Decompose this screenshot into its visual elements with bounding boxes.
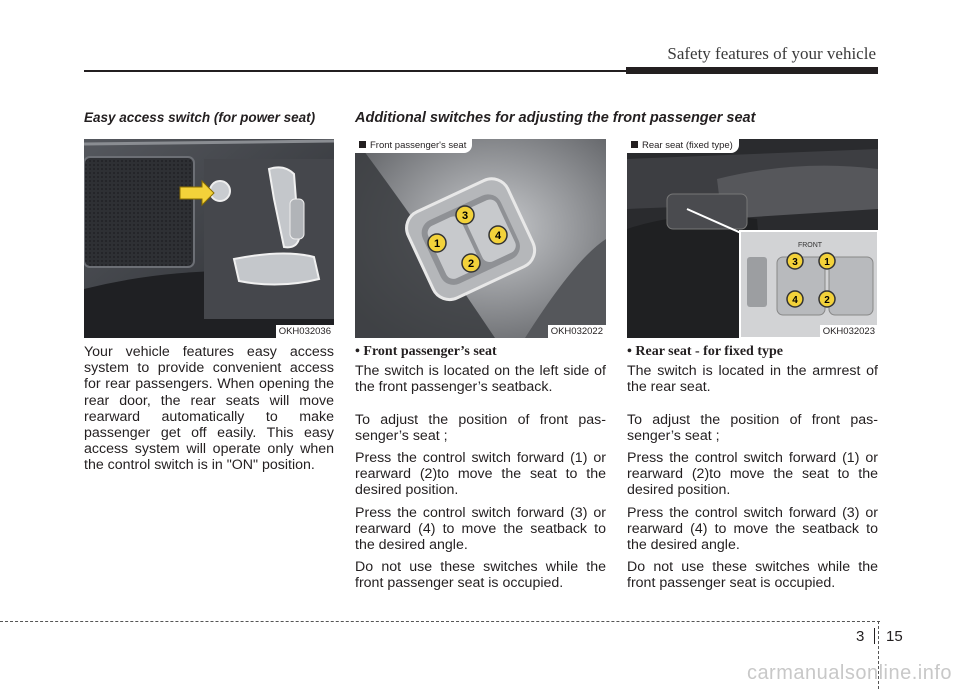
callout-2: 2 (467, 258, 475, 270)
photo-code-right: OKH032023 (820, 325, 878, 338)
rear-callout-2: 2 (824, 295, 830, 306)
page-number: 15 (886, 628, 903, 645)
photo-rear-seat (627, 139, 878, 338)
photo-code-middle: OKH032022 (548, 325, 606, 338)
photo-tag-text: Rear seat (fixed type) (642, 140, 733, 151)
middle-p2: To adjust the position of front pas-senger’s seat ; (355, 411, 606, 444)
middle-p1: The switch is located on the left side of the front passenger’s seatback. (355, 363, 606, 396)
header-rule (84, 70, 626, 72)
callout-3: 3 (461, 210, 469, 222)
middle-column (355, 344, 606, 598)
photo-door-panel (84, 139, 334, 338)
middle-p3: Press the control switch forward (1) or rearward (2)to move the seat to the desired position. (355, 450, 606, 499)
inset-front-label: FRONT (797, 242, 823, 249)
photo-tag-text: Front passenger's seat (370, 140, 467, 151)
middle-p4: Press the control switch forward (3) or rearward (4) to move the seatback to the desired angle. (355, 504, 606, 554)
callout-4: 4 (494, 230, 502, 242)
door-panel-illustration (84, 139, 334, 338)
middle-subheading: • Front passenger’s seat (355, 344, 497, 359)
right-heading: Additional switches for adjusting the front passenger seat (355, 110, 756, 126)
rear-p2: To adjust the position of front pas-senger’s seat ; (627, 411, 878, 444)
chapter-number: 3 (856, 628, 865, 645)
left-body: Your vehicle features easy access system to provide convenient access for rear passengers. When opening the rear door, the rear seats will move rearward automatically to make passenger get off easily. This easy access system will operate only when the control switch is in "ON" position. (84, 344, 334, 474)
photo-front-passenger-seat (355, 139, 606, 338)
rear-callout-1: 1 (824, 257, 830, 268)
rear-p1: The switch is located in the armrest of the rear seat. (627, 363, 878, 396)
seatback-switch-illustration (355, 139, 606, 338)
right-column (627, 344, 878, 598)
middle-p5: Do not use these switches while the front passenger seat is occupied. (355, 559, 606, 592)
callout-1: 1 (433, 238, 441, 250)
rear-callout-3: 3 (792, 257, 798, 268)
left-column (84, 344, 334, 480)
rear-subheading: • Rear seat - for fixed type (627, 344, 784, 359)
square-bullet-icon (631, 141, 638, 148)
left-heading: Easy access switch (for power seat) (84, 110, 316, 125)
section-title: Safety features of your vehicle (667, 44, 876, 63)
armrest-switch-illustration (627, 139, 878, 338)
watermark: carmanualsonline.info (746, 662, 952, 684)
rear-callout-4: 4 (792, 295, 798, 306)
photo-tag-rear-seat (627, 139, 739, 153)
square-bullet-icon (359, 141, 366, 148)
page-number-separator (874, 628, 875, 644)
photo-tag-front-passenger (355, 139, 472, 153)
rear-p5: Do not use these switches while the front passenger seat is occupied. (627, 559, 878, 592)
rear-p3: Press the control switch forward (1) or rearward (2)to move the seat to the desired position. (627, 450, 878, 499)
rear-p4: Press the control switch forward (3) or rearward (4) to move the seatback to the desired angle. (627, 504, 878, 554)
header-bar (626, 67, 878, 74)
footer-dashed-rule (0, 621, 880, 622)
photo-code-left: OKH032036 (276, 325, 334, 338)
